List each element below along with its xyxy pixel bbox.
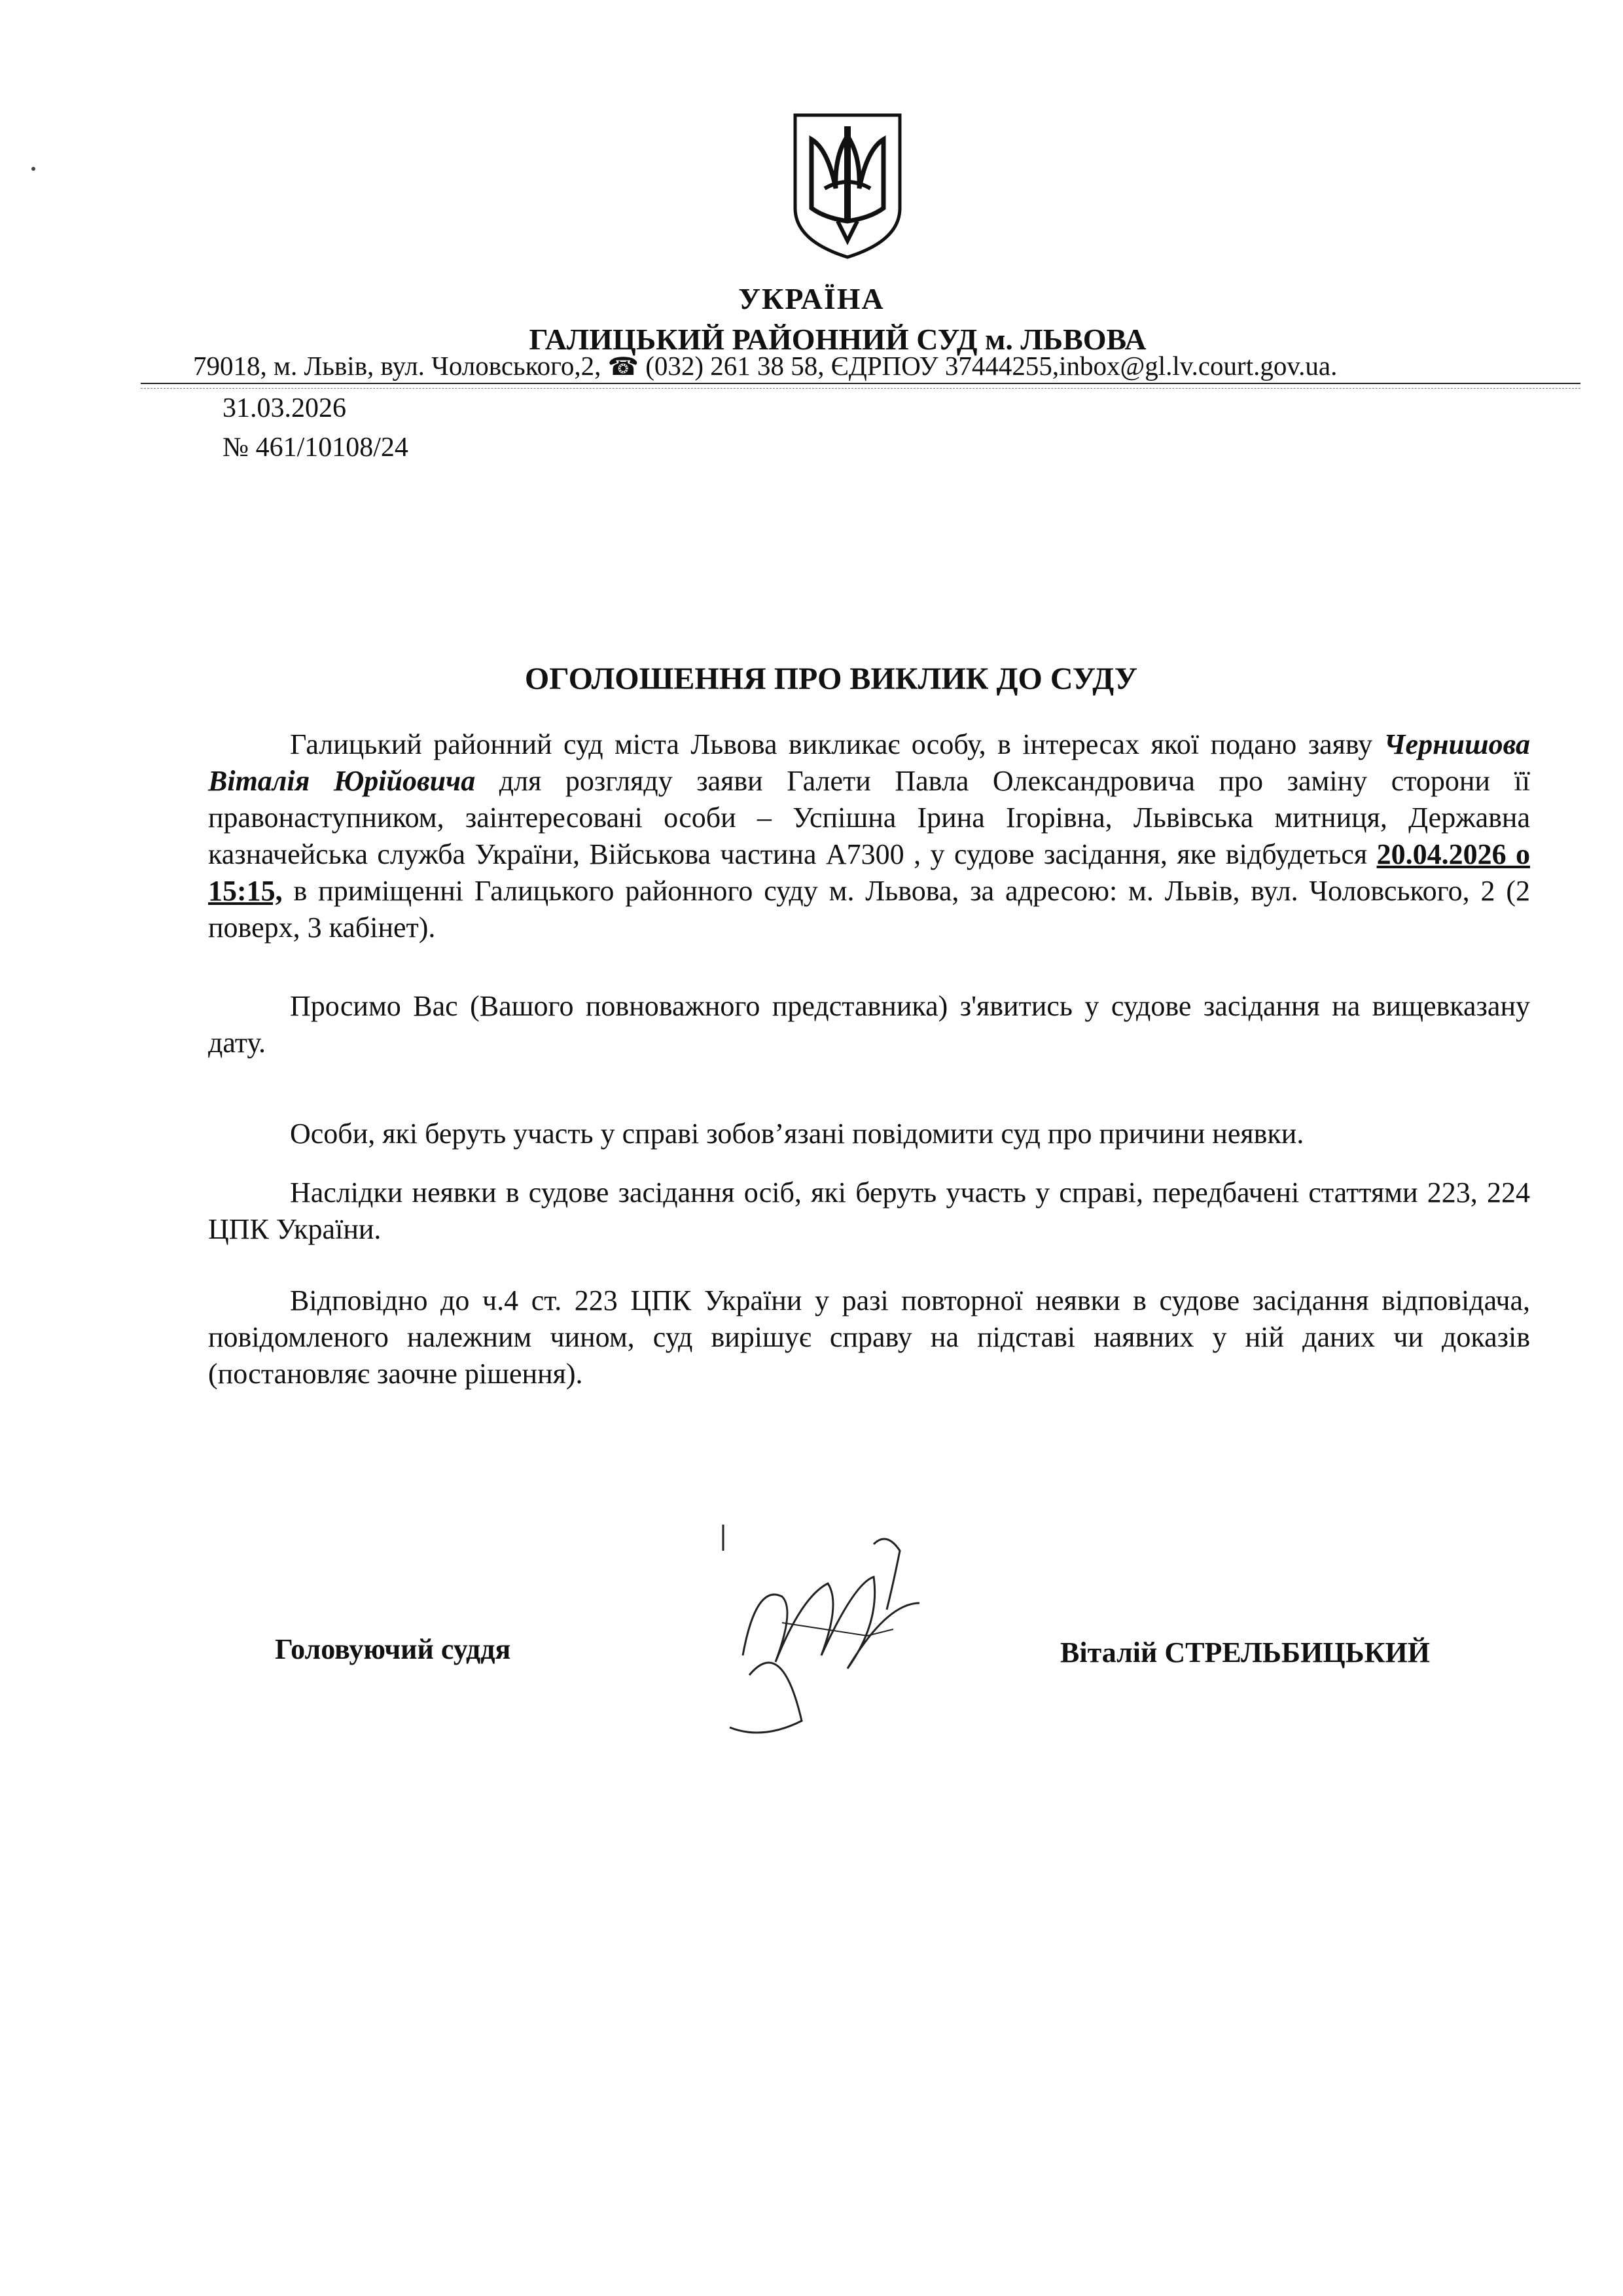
court-address xyxy=(193,350,1337,381)
notice-paragraph: Особи, які беруть участь у справі зобов’язані повідомити суд про причини неявки. xyxy=(290,1118,1304,1150)
case-number: № 461/10108/24 xyxy=(223,433,408,463)
header-divider-dashed xyxy=(141,388,1580,389)
court-heading: ГАЛИЦЬКИЙ РАЙОННИЙ СУД м. ЛЬВОВА xyxy=(529,323,1147,356)
default-judgment-paragraph: Відповідно до ч.4 ст. 223 ЦПК України у разі повторної неявки в судове засідання відповідача, повідомленого належним чином, суд вирішує справу на підставі наявних у ній даних чи доказів (постановляє заочне рішення). xyxy=(208,1284,1530,1390)
request-paragraph: Просимо Вас (Вашого повноважного представника) з'явитись у судове засідання на вищевказану дату. xyxy=(208,990,1530,1059)
address-street: 79018, м. Львів, вул. Чоловського,2, xyxy=(193,351,601,381)
p1-text-a: Галицький районний суд міста Львова викликає особу, в інтересах якої подано заяву xyxy=(290,728,1384,760)
judge-name: Віталій СТРЕЛЬБИЦЬКИЙ xyxy=(1060,1636,1430,1669)
p1-text-c: в приміщенні Галицького районного суду м. Львова, за адресою: м. Львів, вул. Чоловського, 2 (2 поверх, 3 кабінет). xyxy=(208,875,1530,944)
phone-icon: ☎ xyxy=(607,353,639,381)
judge-role: Головуючий суддя xyxy=(275,1633,511,1665)
consequences-paragraph: Наслідки неявки в судове засідання осіб, які беруть участь у справі, передбачені статтями 223, 224 ЦПК України. xyxy=(208,1176,1530,1245)
hearing-datetime: 20.04.2026 о 15:15, xyxy=(208,838,1531,907)
handwritten-signature-icon xyxy=(704,1505,965,1754)
country-heading: УКРАЇНА xyxy=(738,282,885,315)
scan-speck xyxy=(31,167,35,171)
summoned-person-name: Чернишова Віталія Юрійовича xyxy=(208,728,1530,797)
document-date: 31.03.2026 xyxy=(223,393,346,423)
document-title: ОГОЛОШЕННЯ ПРО ВИКЛИК ДО СУДУ xyxy=(524,662,1138,696)
p1-text-b: для розгляду заяви Галети Павла Олександровича про заміну сторони її правонаступником, заінтересовані особи – Успішна Ірина Ігорівна, Львівська митниця, Державна казначейська служба України, Військова частина А7300 , у судове засідання, яке відбудеться xyxy=(208,765,1530,870)
trident-emblem-icon xyxy=(789,110,906,260)
address-contacts: (032) 261 38 58, ЄДРПОУ 37444255,inbox@gl.lv.court.gov.ua. xyxy=(645,351,1338,381)
header-divider xyxy=(141,383,1580,384)
summons-paragraph xyxy=(208,726,1530,946)
